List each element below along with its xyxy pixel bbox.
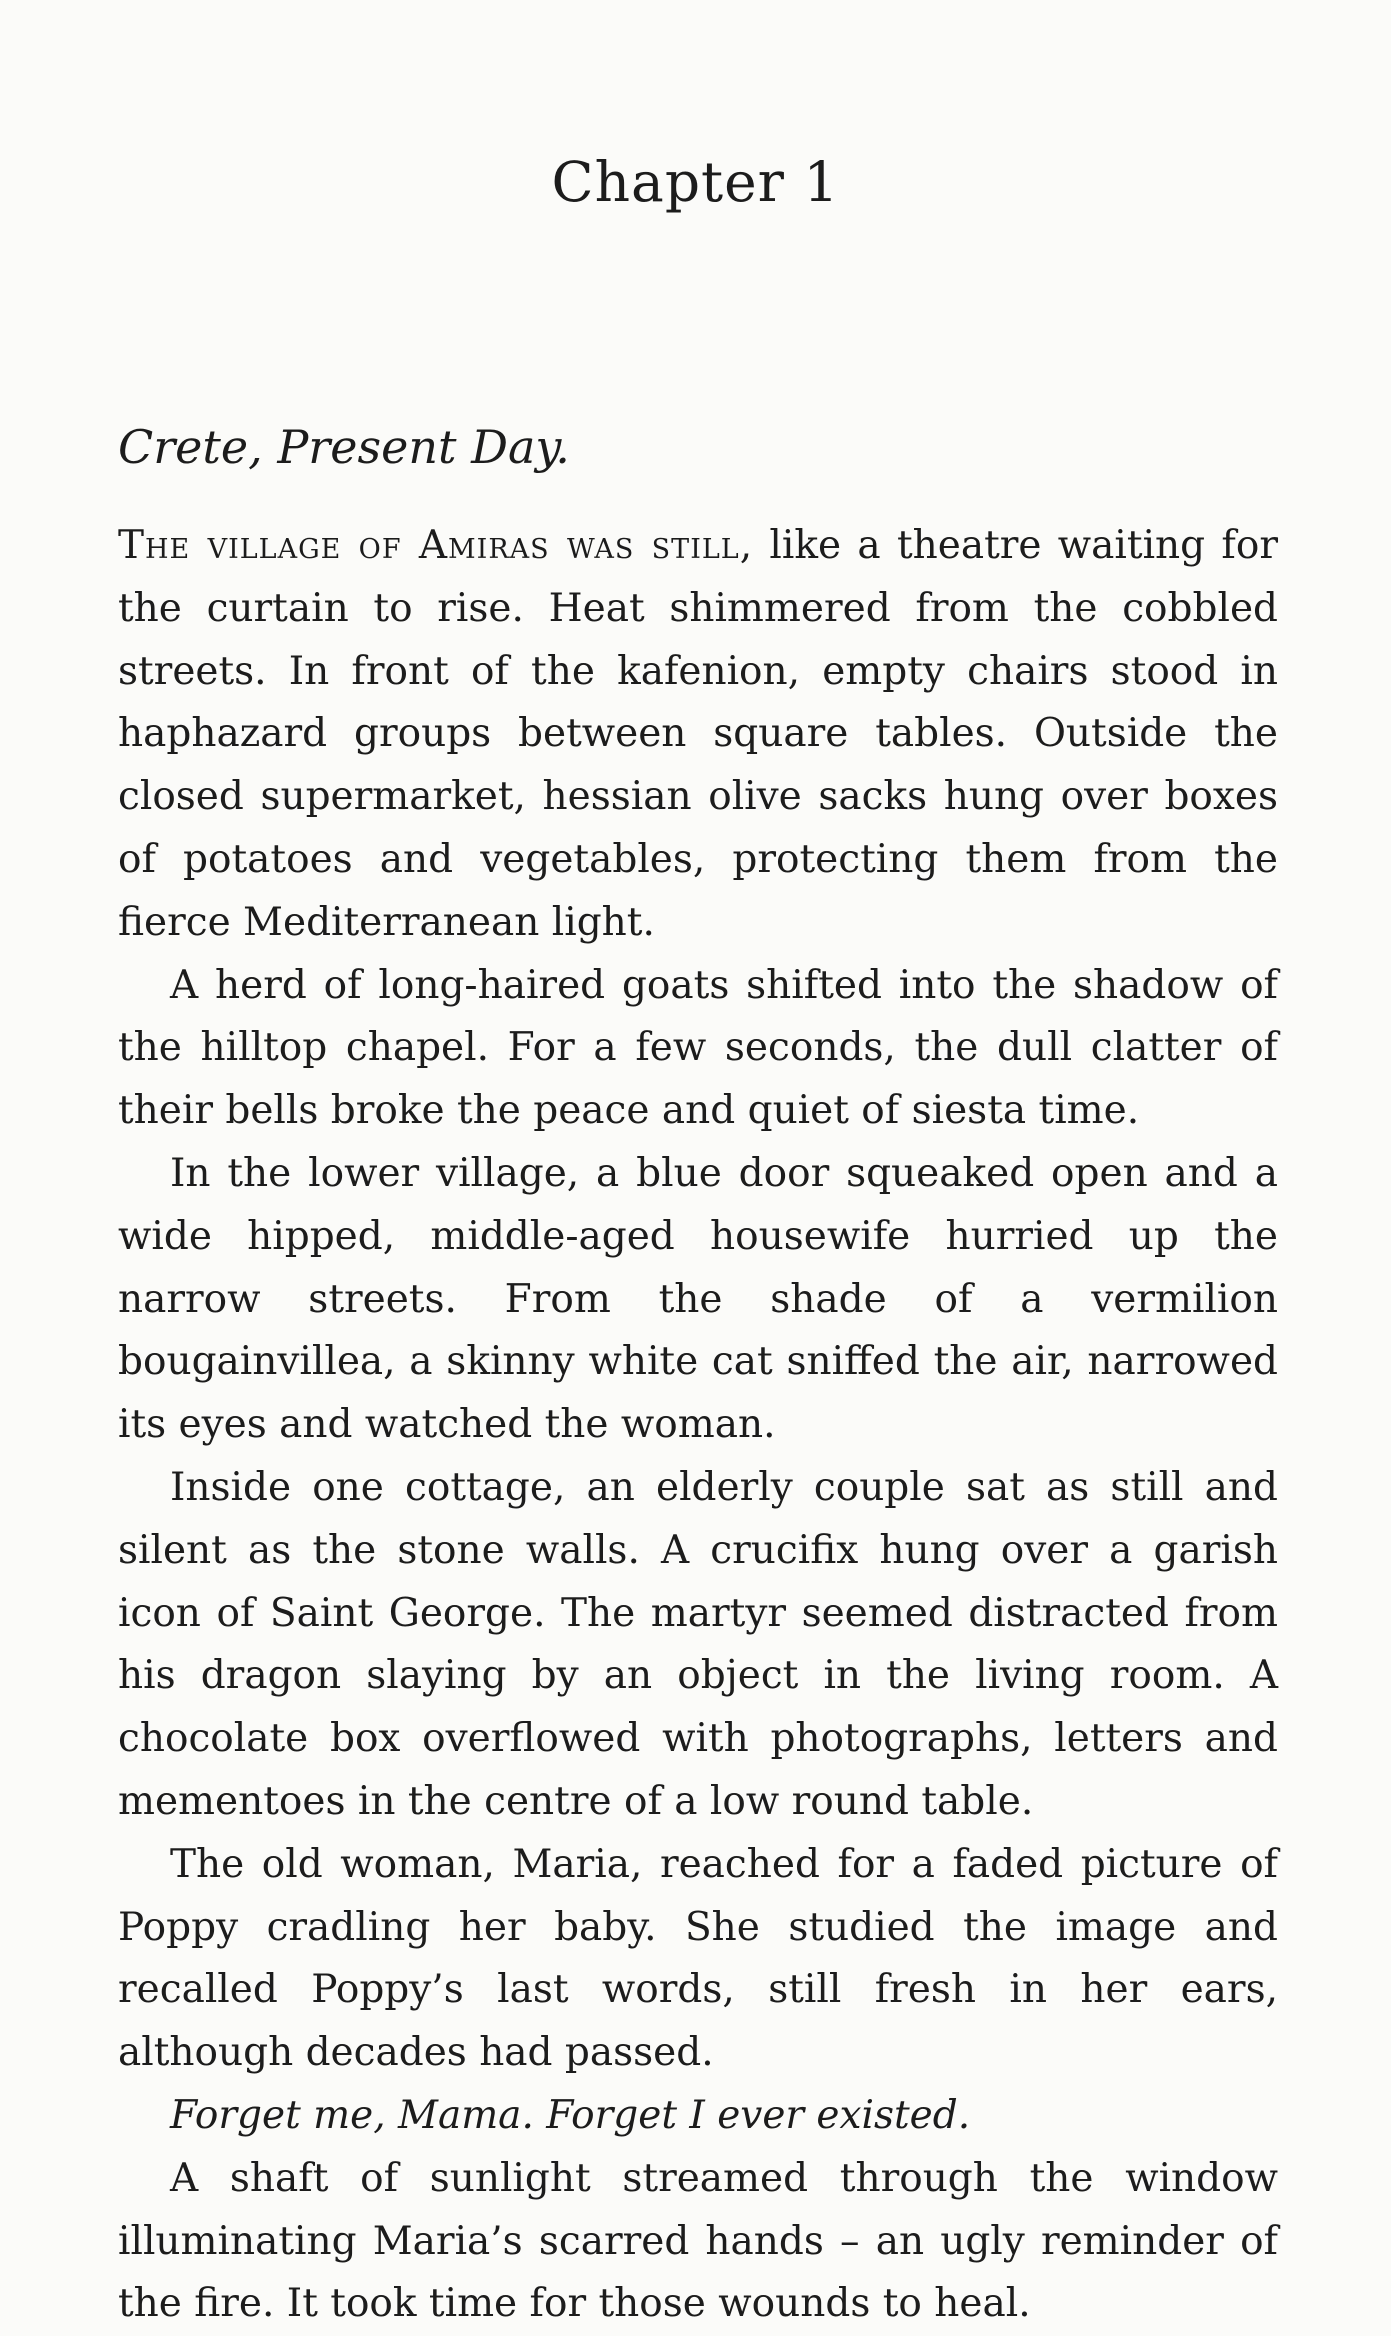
paragraph-1-lead-in: The village of Amiras was still, [118, 523, 754, 568]
paragraph-3: In the lower village, a blue door squeaked open and a wide hipped, middle-aged housewife hurried up the narrow streets. From the shade of a vermilion bougainvillea, a skinny white cat sniffed the air, narrowed its eyes and watched the woman. [118, 1150, 1278, 1448]
chapter-title: Chapter 1 [551, 150, 840, 214]
paragraph-2: A herd of long-haired goats shifted into the shadow of the hilltop chapel. For a few seconds, the dull clatter of their bells broke the peace and quiet of siesta time. [118, 962, 1278, 1134]
paragraph-5: The old woman, Maria, reached for a faded picture of Poppy cradling her baby. She studied the image and recalled Poppy’s last words, still fresh in her ears, although decades had passed. [118, 1841, 1278, 2076]
paragraph-4: Inside one cottage, an elderly couple sat as still and silent as the stone walls. A crucifix hung over a garish icon of Saint George. The martyr seemed distracted from his dragon slaying by an object in the living room. A chocolate box overflowed with photographs, letters and mementoes in the centre of a low round table. [118, 1464, 1278, 1824]
paragraph-6-quote: Forget me, Mama. Forget I ever existed. [170, 2092, 971, 2138]
paragraph-1-text: like a theatre waiting for the curtain to rise. Heat shimmered from the cobbled streets. In front of the kafenion, empty chairs stood in haphazard groups between square tables. Outside the closed supermarket, hessian olive sacks hung over boxes of potatoes and vegetables, protecting them from the fierce Mediterranean light. [118, 523, 1278, 945]
paragraph-7: A shaft of sunlight streamed through the window illuminating Maria’s scarred hands – an ugly reminder of the fire. It took time for those wounds to heal. [118, 2155, 1278, 2327]
chapter-body [118, 515, 1278, 2336]
chapter-setting: Crete, Present Day. [118, 420, 570, 474]
paragraph-1 [118, 515, 1278, 955]
